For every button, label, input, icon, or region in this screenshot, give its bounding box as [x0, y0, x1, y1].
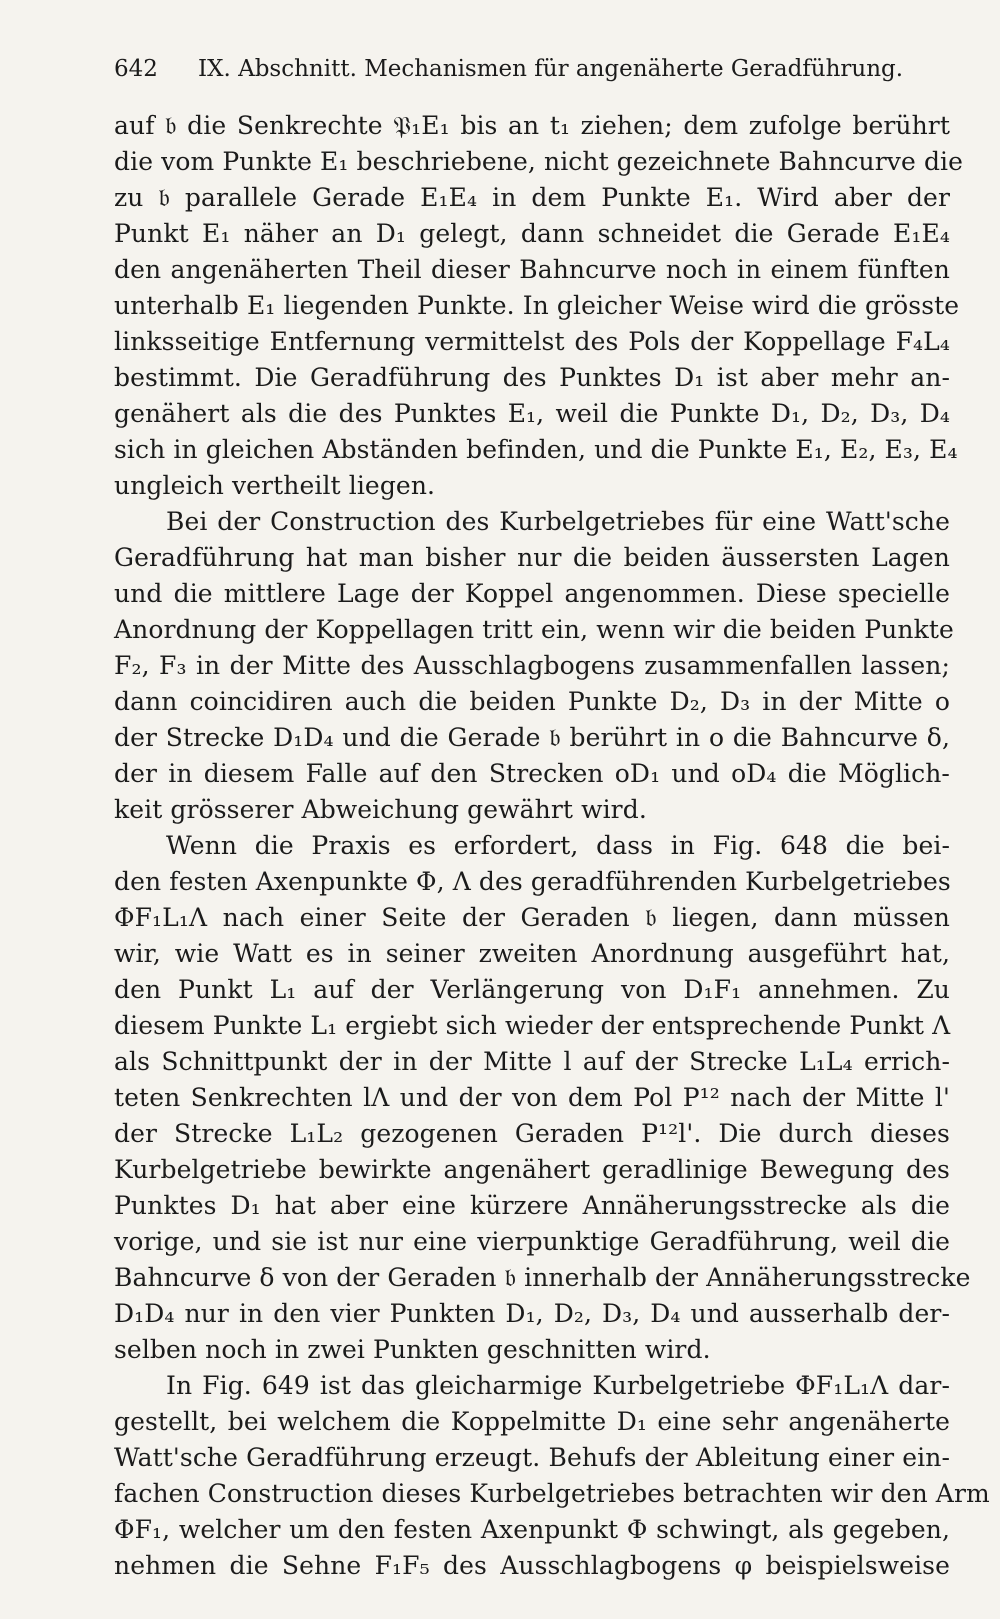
- text-line: auf 𝔟 die Senkrechte 𝔓₁E₁ bis an t₁ ziehen; dem zufolge berührt: [114, 111, 950, 140]
- text-line: Wenn die Praxis es erfordert, dass in Fig. 648 die bei-: [166, 831, 950, 860]
- text-line: den festen Axenpunkte Φ, Λ des geradführenden Kurbelgetriebes: [114, 867, 951, 896]
- text-line: diesem Punkte L₁ ergiebt sich wieder der entsprechende Punkt Λ: [114, 1011, 951, 1040]
- page-number: 642: [114, 56, 158, 82]
- text-line: linksseitige Entfernung vermittelst des Pols der Koppellage F₄L₄: [114, 327, 950, 356]
- text-line: keit grösserer Abweichung gewährt wird.: [114, 795, 647, 824]
- text-line: gestellt, bei welchem die Koppelmitte D₁ eine sehr angenäherte: [114, 1407, 950, 1436]
- text-line: Kurbelgetriebe bewirkte angenähert geradlinige Bewegung des: [114, 1155, 950, 1184]
- text-line: der Strecke L₁L₂ gezogenen Geraden P¹²l'. Die durch dieses: [114, 1119, 950, 1148]
- text-line: die vom Punkte E₁ beschriebene, nicht gezeichnete Bahncurve die: [114, 147, 964, 176]
- text-line: selben noch in zwei Punkten geschnitten wird.: [114, 1335, 711, 1364]
- text-line: bestimmt. Die Geradführung des Punktes D₁ ist aber mehr an-: [114, 363, 950, 392]
- text-line: der in diesem Falle auf den Strecken oD₁ und oD₄ die Möglich-: [114, 759, 950, 788]
- text-line: D₁D₄ nur in den vier Punkten D₁, D₂, D₃, D₄ und ausserhalb der-: [114, 1299, 950, 1328]
- text-line: F₂, F₃ in der Mitte des Ausschlagbogens zusammenfallen lassen;: [114, 651, 950, 680]
- text-line: dann coincidiren auch die beiden Punkte D₂, D₃ in der Mitte o: [114, 687, 950, 716]
- running-title: IX. Abschnitt. Mechanismen für angenäherte Geradführung.: [198, 56, 904, 82]
- text-line: teten Senkrechten lΛ und der von dem Pol P¹² nach der Mitte l': [114, 1083, 950, 1112]
- text-line: sich in gleichen Abständen befinden, und die Punkte E₁, E₂, E₃, E₄: [114, 435, 958, 464]
- text-line: der Strecke D₁D₄ und die Gerade 𝔟 berührt in o die Bahncurve δ,: [114, 723, 950, 752]
- text-line: und die mittlere Lage der Koppel angenommen. Diese specielle: [114, 579, 950, 608]
- text-line: ΦF₁L₁Λ nach einer Seite der Geraden 𝔟 liegen, dann müssen: [114, 903, 950, 932]
- body-text: [114, 108, 990, 1584]
- text-line: Punktes D₁ hat aber eine kürzere Annäherungsstrecke als die: [114, 1191, 950, 1220]
- text-line: Anordnung der Koppellagen tritt ein, wenn wir die beiden Punkte: [114, 615, 954, 644]
- text-line: Punkt E₁ näher an D₁ gelegt, dann schneidet die Gerade E₁E₄: [114, 219, 950, 248]
- text-line: Bei der Construction des Kurbelgetriebes für eine Watt'sche: [166, 507, 950, 536]
- text-line: nehmen die Sehne F₁F₅ des Ausschlagbogens φ beispielsweise: [114, 1551, 950, 1580]
- text-line: als Schnittpunkt der in der Mitte l auf der Strecke L₁L₄ errich-: [114, 1047, 950, 1076]
- text-line: den Punkt L₁ auf der Verlängerung von D₁F₁ annehmen. Zu: [114, 975, 950, 1004]
- text-line: fachen Construction dieses Kurbelgetriebes betrachten wir den Arm: [114, 1479, 990, 1508]
- text-line: Geradführung hat man bisher nur die beiden äussersten Lagen: [114, 543, 950, 572]
- text-line: genähert als die des Punktes E₁, weil die Punkte D₁, D₂, D₃, D₄: [114, 399, 950, 428]
- page-header: [114, 52, 904, 86]
- text-line: unterhalb E₁ liegenden Punkte. In gleicher Weise wird die grösste: [114, 291, 960, 320]
- text-line: den angenäherten Theil dieser Bahncurve noch in einem fünften: [114, 255, 950, 284]
- text-line: vorige, und sie ist nur eine vierpunktige Geradführung, weil die: [114, 1227, 950, 1256]
- text-line: zu 𝔟 parallele Gerade E₁E₄ in dem Punkte E₁. Wird aber der: [114, 183, 950, 212]
- text-line: ungleich vertheilt liegen.: [114, 471, 436, 500]
- text-line: Watt'sche Geradführung erzeugt. Behufs der Ableitung einer ein-: [114, 1443, 950, 1472]
- text-line: Bahncurve δ von der Geraden 𝔟 innerhalb der Annäherungsstrecke: [114, 1263, 971, 1292]
- text-line: In Fig. 649 ist das gleicharmige Kurbelgetriebe ΦF₁L₁Λ dar-: [166, 1371, 950, 1400]
- text-line: ΦF₁, welcher um den festen Axenpunkt Φ schwingt, als gegeben,: [114, 1515, 950, 1544]
- text-line: wir, wie Watt es in seiner zweiten Anordnung ausgeführt hat,: [114, 939, 950, 968]
